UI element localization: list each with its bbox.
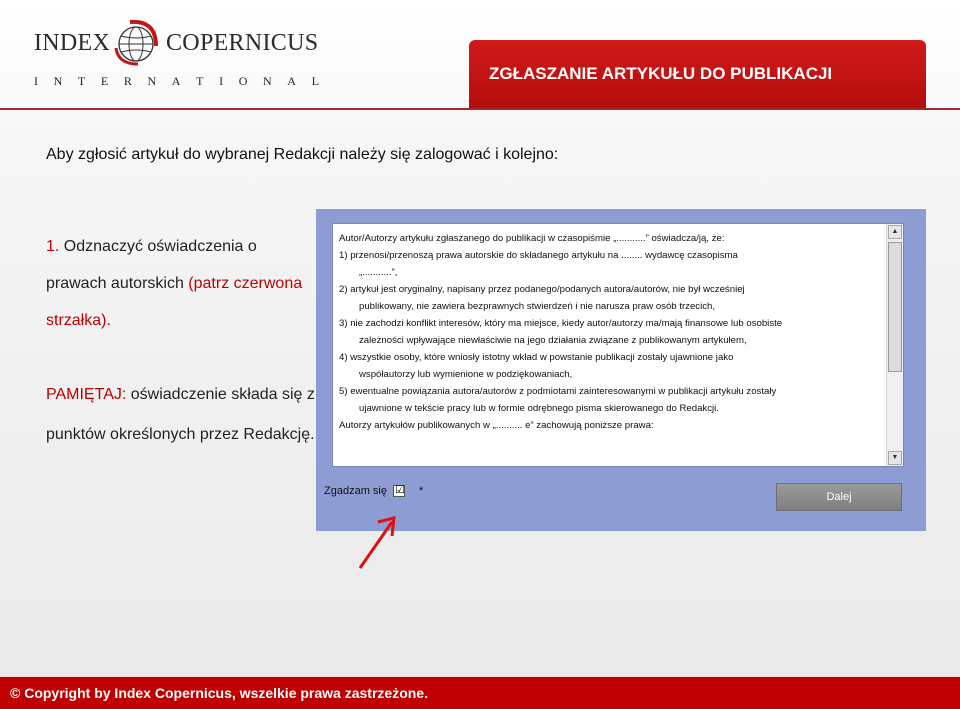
agree-row [324, 485, 423, 497]
declaration-line: 5) ewentualne powiązania autora/autorów z podmiotami zainteresowanymi w publikacji artykułu zostały [339, 386, 777, 397]
logo-letter: N [53, 74, 63, 88]
logo-letter: O [238, 74, 248, 88]
required-star: * [418, 485, 424, 497]
logo-letter: A [171, 74, 181, 88]
logo-letter: T [196, 74, 204, 88]
logo-letter: R [123, 74, 132, 88]
declaration-line: ujawnione w tekście pracy lub w formie odrębnego pisma skierowanego do Redakcji. [359, 403, 719, 414]
scrollbar-thumb[interactable] [888, 242, 902, 372]
logo-letter: A [287, 74, 296, 88]
logo-word-index: INDEX [34, 30, 111, 56]
logo-international [34, 74, 319, 89]
declaration-line: Autorzy artykułów publikowanych w „.......... e” zachowują poniższe prawa: [339, 420, 654, 431]
red-arrow-icon [350, 508, 410, 578]
logo-letter: N [262, 74, 272, 88]
copyright-text: © Copyright by Index Copernicus, wszelkie prawa zastrzeżone. [10, 685, 428, 701]
intro-text: Aby zgłosić artykuł do wybranej Redakcji należy się zalogować i kolejno: [46, 146, 559, 163]
index-copernicus-logo [34, 14, 334, 94]
declaration-line: współautorzy lub wymienione w podziękowaniach, [359, 369, 573, 380]
page-title: ZGŁASZANIE ARTYKUŁU DO PUBLIKACJI [489, 64, 833, 83]
logo-letter: N [147, 74, 157, 88]
remember-note [46, 375, 316, 455]
declaration-line: „...........”, [359, 267, 398, 278]
title-bar [469, 40, 926, 108]
agree-checkbox[interactable] [393, 485, 405, 497]
step-number: 1. [46, 238, 60, 255]
scrollbar[interactable] [886, 224, 903, 466]
logo-word-copernicus: COPERNICUS [166, 30, 319, 56]
declaration-line: 1) przenosi/przenoszą prawa autorskie do składanego artykułu na ........ wydawcę czasopisma [339, 250, 738, 261]
step-text: Odznaczyć oświadczenia o prawach autorskich [46, 238, 257, 292]
logo-letter: E [100, 74, 109, 88]
step-1-instruction [46, 228, 306, 339]
declaration-form-screenshot [316, 209, 926, 531]
declaration-line: zależności wpływające niewłaściwie na jego działania związane z publikowanym artykułem, [359, 335, 747, 346]
remember-text: oświadczenie składa się z punktów określonych przez Redakcję. [46, 386, 315, 443]
remember-label: PAMIĘTAJ: [46, 386, 127, 403]
declaration-line: publikowany, nie zawiera bezprawnych stwierdzeń i nie narusza praw osób trzecich, [359, 301, 716, 312]
header-divider [0, 108, 960, 110]
next-button[interactable]: Dalej [776, 483, 902, 511]
logo-letter: I [219, 74, 224, 88]
logo-letter: I [34, 74, 38, 88]
declaration-line: 3) nie zachodzi konflikt interesów, który ma miejsce, kiedy autor/autorzy ma/mają finansowe lub osobiste [339, 318, 783, 329]
declaration-text [339, 230, 885, 434]
scroll-down-icon[interactable]: ▼ [888, 451, 902, 465]
footer [0, 676, 960, 709]
scroll-up-icon[interactable]: ▲ [888, 225, 902, 239]
step-highlight: (patrz czerwona strzałka). [46, 275, 303, 329]
logo-letter: L [311, 74, 319, 88]
logo-letter: T [77, 74, 86, 88]
globe-icon [112, 18, 162, 68]
declaration-line: Autor/Autorzy artykułu zgłaszanego do publikacji w czasopiśmie „...........” oświadcza/ją, że: [339, 233, 725, 244]
declaration-text-panel [332, 223, 904, 467]
declaration-line: 2) artykuł jest oryginalny, napisany przez podanego/podanych autora/autorów, nie był wcześniej [339, 284, 745, 295]
checkmark-icon: ☑ [394, 484, 405, 496]
agree-label: Zgadzam się [324, 485, 387, 497]
declaration-line: 4) wszystkie osoby, które wniosły istotny wkład w powstanie publikacji zostały ujawnione jako [339, 352, 734, 363]
